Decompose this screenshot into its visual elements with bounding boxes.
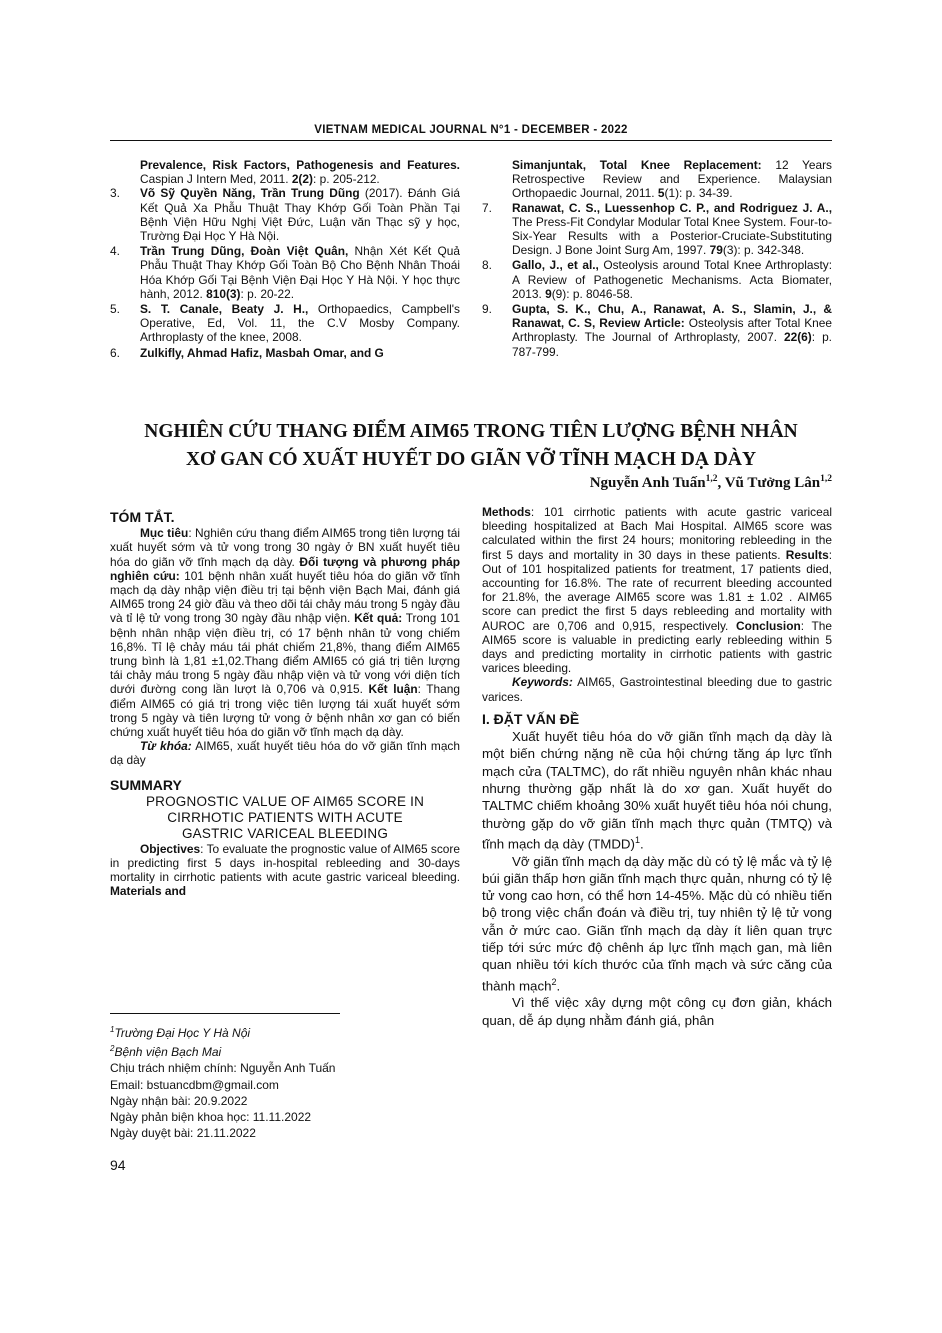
ref-6-volume: 5	[657, 186, 665, 201]
ref-4-rest: Nhận Xét Kết Quả Phẫu Thuật Thay Khớp Gối Toàn Bộ Cho Bệnh Nhân Thoái Hóa Khớp Gối Tại Bệnh Viện Đại Học Y Hà Nội. Y học thực hành, 2012.	[140, 244, 461, 301]
reference-3	[110, 186, 460, 243]
reference-2-continuation	[110, 158, 460, 186]
page-number: 94	[110, 1157, 126, 1173]
author-2: Vũ Tưởng Lân	[724, 475, 821, 491]
article-title-line-1: NGHIÊN CỨU THANG ĐIỂM AIM65 TRONG TIÊN LƯỢNG BỆNH NHÂN	[144, 421, 798, 442]
summary-title	[110, 794, 460, 842]
ref-7-rest: The Press-Fit Condylar Modular Total Knee System. Four-to-Six-Year Results with a Posterior-Cruciate-Substituting Design. J Bone Joint Surg Am, 1997.	[512, 214, 832, 258]
ref-8-rest: Osteolysis around Total Knee Arthroplasty: A Review of Pathogenetic Mechanisms. Acta Biomater, 2013.	[512, 258, 832, 301]
affiliation-2	[110, 1041, 460, 1060]
ref-5-number: 5.	[110, 302, 120, 317]
ref-6-number: 6.	[110, 345, 120, 360]
doi-tuong-label: Đối tượng và phương pháp nghiên cứu:	[110, 554, 460, 583]
intro-body	[482, 728, 832, 1029]
ref-4-number: 4.	[110, 244, 120, 259]
muc-tieu-text: : Nghiên cứu thang điểm AIM65 trong tiên lượng tái xuất huyết sớm và tử vong trong 30 ngày ở BN xuất huyết tiêu hóa do giãn vỡ tĩnh mạch dạ dày.	[110, 526, 460, 569]
objectives-text: : To evaluate the prognostic value of AIM65 score in predicting first 5 days in-hospital rebleeding and 30-days mortality in cirrhotic patients with acute gastric variceal bleeding.	[110, 841, 460, 885]
running-header: VIETNAM MEDICAL JOURNAL N°1 - DECEMBER - 2022	[314, 124, 628, 136]
ref-8-number: 8.	[482, 258, 492, 273]
ref-7-volume: 79	[709, 243, 723, 258]
ref-3-number: 3.	[110, 186, 120, 201]
reviewed-date: Ngày phản biện khoa học: 11.11.2022	[110, 1110, 312, 1125]
intro-heading: I. ĐẶT VẤN ĐỀ	[482, 710, 580, 727]
reference-7	[482, 201, 832, 258]
ket-qua-label: Kết quả:	[354, 611, 403, 626]
intro-p2-text: Vỡ giãn tĩnh mạch dạ dày mặc dù có tỷ lệ mắc và tỷ lệ búi giãn thấp hơn giãn tĩnh mạch thực quản, nhưng có tỷ lệ tử vong cao hơn, có thể hơn 14-45%. Mặc dù có nhiều tiến bộ trong việc chẩn đoán và điều trị, tuy nhiên tỷ lệ tử vong vẫn ở mức cao. Giãn tĩnh mạch dạ dày ít liên quan trực tiếp tới sức mức độ chênh áp lực tĩnh mạch gan, mà liên quan nhiều tới kích thước của tĩnh mạch và sức căng của thành mạch	[482, 853, 832, 994]
ref-8-volume: 9	[545, 286, 552, 301]
ref-4-volume: 810(3)	[206, 286, 241, 301]
ref-3-authors: Võ Sỹ Quyền Năng, Trần Trung Dũng	[140, 186, 360, 201]
summary-title-line-3: GASTRIC VARICEAL BLEEDING	[181, 825, 389, 841]
footnote-rule	[110, 1013, 340, 1014]
footnotes	[110, 1022, 460, 1141]
ref-2-title-bold: Prevalence, Risk Factors, Pathogenesis and Features.	[140, 158, 460, 172]
tomtat-keywords	[110, 739, 460, 767]
ref-9-number: 9.	[482, 302, 492, 317]
ref-3-rest: (2017). Đánh Giá Kết Quả Xa Phẫu Thuật Thay Khớp Gối Toàn Phần Tại Bệnh Viện Hữu Nghị Việt Đức, Luận văn Thạc sỹ y học, Trường Đại Học Y Hà Nội.	[140, 186, 460, 244]
tomtat-heading: TÓM TẮT.	[110, 509, 175, 525]
ref-6-authors: Zulkifly, Ahmad Hafiz, Masbah Omar, and G	[140, 345, 384, 360]
reference-5	[110, 302, 460, 345]
ref-9-authors: Gupta, S. K., Chu, A., Ranawat, A. S., Slamin, J., & Ranawat, C. S, Review Article:	[512, 302, 832, 331]
ket-qua-text: Trong 101 bệnh nhân nhập viện điều trị, có 17 bệnh nhân tử vong chiếm 16,8%. Tỉ lệ chảy máu tái phát chiếm 21,8%, thang điểm AIM65 trung bình là 1,81 ±1,02.Thang điểm AMI65 có giá trị tiên lượng tái chảy máu trong 5 ngày đầu nhập viện và tử vong với diện tích dưới đường cong lần lượt là 0,706 và 0,915.	[110, 611, 460, 697]
author-1-affiliation: 1,2	[705, 474, 718, 484]
intro-paragraph-2	[482, 853, 832, 995]
intro-p2-ref: 2	[551, 976, 557, 987]
tomtat-paragraph	[110, 526, 460, 739]
reference-4	[110, 244, 460, 301]
tu-khoa-text: AIM65, xuất huyết tiêu hóa do vỡ giãn tĩnh mạch dạ dày	[110, 739, 460, 768]
conclusion-text: : The AIM65 score is valuable in predicting early rebleeding within 5 days and predicting mortality in cirrhotic patients with gastric varices bleeding.	[482, 618, 832, 676]
reference-6	[110, 346, 460, 360]
materials-label: Materials and	[110, 884, 186, 899]
reference-9	[482, 302, 832, 359]
affiliation-1-text: Trường Đại Học Y Hà Nội	[114, 1026, 251, 1040]
article-title-line-2: XƠ GAN CÓ XUẤT HUYẾT DO GIÃN VỠ TĨNH MẠCH DẠ DÀY	[185, 449, 757, 470]
affiliation-2-text: Bệnh viện Bạch Mai	[114, 1045, 222, 1060]
methods-label: Methods	[482, 505, 531, 519]
reference-6-continuation	[482, 158, 832, 201]
methods-text: : 101 cirrhotic patients with acute gastric variceal bleeding hospitalized at Bach Mai Hospital. AIM65 score was calculated within the first 24 hours; monitoring rebleeding in the first 5 days and mortality in 30 days in these patients.	[482, 505, 832, 562]
summary-title-line-2: CIRRHOTIC PATIENTS WITH ACUTE	[167, 809, 403, 825]
reference-8	[482, 258, 832, 301]
received-date: Ngày nhận bài: 20.9.2022	[110, 1093, 248, 1108]
affiliation-2-marker: 2	[110, 1044, 115, 1054]
ref-9-rest: Osteolysis after Total Knee Arthroplasty. The Journal of Arthroplasty, 2007.	[512, 316, 832, 345]
ref-2-rest: Caspian J Intern Med, 2011.	[140, 172, 292, 187]
abstract-right-column	[482, 505, 832, 1029]
article-title	[110, 418, 832, 474]
corresponding-author: Chịu trách nhiệm chính: Nguyễn Anh Tuấn	[110, 1061, 336, 1076]
ref-2-volume: 2(2)	[291, 172, 313, 187]
email: Email: bstuancdbm@gmail.com	[110, 1077, 279, 1092]
ref-6-pages: (1): p. 34-39.	[664, 186, 733, 201]
ref-6-title-bold: Simanjuntak, Total Knee Replacement:	[512, 158, 762, 172]
ref-5-authors: S. T. Canale, Beaty J. H.,	[140, 302, 309, 317]
ref-4-pages: : p. 20-22.	[240, 286, 295, 301]
author-separator: ,	[717, 475, 725, 491]
ref-6-rest: 12 Years Retrospective Review and Experience. Malaysian Orthopaedic Journal, 2011.	[512, 158, 832, 201]
affiliation-1-marker: 1	[110, 1025, 115, 1034]
ref-9-pages: : p. 787-799.	[512, 330, 832, 359]
abstract-left-column	[110, 510, 460, 899]
keywords-text: AIM65, Gastrointestinal bleeding due to gastric varices.	[482, 675, 832, 704]
results-text: : Out of 101 hospitalized patients for treatment, 17 patients died, accounting for 16.8%. The rate of recurrent bleeding accounted for 21.8%, the average AIM65 score was 1.81 ± 1.02 . AIM65 score can predict the first 5 days rebleeding and mortality with AUROC are 0,706 and 0,915, respectively.	[482, 547, 832, 633]
intro-p1-text: Xuất huyết tiêu hóa do vỡ giãn tĩnh mạch dạ dày là một biến chứng nặng nề của hội chứng tăng áp lực tĩnh mạch cửa (TALTMC), do rất nhiều nguyên nhân khác nhau nhưng thường gặp nhất là do xơ gan. Xuất huyết do TALTMC chiếm khoảng 30% xuất huyết tiêu hóa nói chung, thường gặp do vỡ giãn tĩnh mạch thực quản (TMTQ) và tĩnh mạch dạ dày (TMDD)	[482, 729, 832, 852]
summary-heading: SUMMARY	[110, 776, 182, 793]
author-1: Nguyễn Anh Tuấn	[589, 475, 706, 491]
doi-tuong-text: 101 bệnh nhân xuất huyết tiêu hóa do giãn vỡ tĩnh mạch dạ dày nhập viện điều trị tại bệnh viện Bạch Mai, đánh giá AIM65 trong 24 giờ đầu và theo dõi tái chảy máu trong 5 ngày đầu và tỉ lệ tử vong trong 30 ngày đầu nhập viện.	[110, 568, 460, 626]
tu-khoa-label: Từ khóa:	[140, 739, 192, 754]
ref-7-number: 7.	[482, 200, 492, 215]
summary-objectives	[110, 842, 460, 899]
summary-methods-results	[482, 505, 832, 675]
ref-8-pages: (9): p. 8046-58.	[551, 286, 633, 301]
ref-7-pages: (3): p. 342-348.	[722, 243, 805, 258]
intro-p1-ref: 1	[634, 834, 640, 845]
accepted-date: Ngày duyệt bài: 21.11.2022	[110, 1126, 256, 1141]
ref-4-authors: Trần Trung Dũng, Đoàn Việt Quân,	[140, 244, 349, 259]
muc-tieu-label: Mục tiêu	[140, 526, 189, 541]
keywords-label: Keywords:	[512, 675, 573, 690]
intro-paragraph-1	[482, 728, 832, 853]
author-2-affiliation: 1,2	[820, 474, 832, 484]
ref-5-rest: Orthopaedics, Campbell's Operative, Ed, Vol. 11, the C.V Mosby Company. Arthroplasty of the knee, 2008.	[140, 302, 460, 345]
summary-keywords	[482, 675, 832, 703]
article-authors	[482, 474, 832, 492]
affiliation-1	[110, 1022, 460, 1041]
results-label: Results	[785, 547, 829, 562]
ref-7-authors: Ranawat, C. S., Luessenhop C. P., and Rodriguez J. A.,	[512, 200, 832, 215]
objectives-label: Objectives	[140, 841, 201, 856]
ket-luan-text: : Thang điểm AIM65 có giá trị trong việc tiên lượng tái xuất huyết sớm trong 5 ngày và tiên lượng tử vong ở bệnh nhân xơ gan có biến chứng xuất huyết tiêu hóa do giãn vỡ tĩnh mạch dạ dày.	[110, 682, 460, 740]
ref-8-authors: Gallo, J., et al.,	[512, 258, 599, 273]
intro-paragraph-3: Vì thế việc xây dựng một công cụ đơn giản, khách quan, dễ áp dụng nhằm đánh giá, phân	[482, 995, 832, 1028]
intro-p1-end: .	[639, 836, 644, 852]
ket-luan-label: Kết luận	[368, 682, 418, 697]
header-rule	[110, 140, 832, 141]
summary-title-line-1: PROGNOSTIC VALUE OF AIM65 SCORE IN	[145, 793, 425, 809]
ref-2-pages: : p. 205-212.	[312, 172, 380, 187]
ref-9-volume: 22(6)	[784, 330, 812, 345]
references-left-column	[110, 158, 460, 361]
conclusion-label: Conclusion	[736, 618, 801, 633]
intro-p2-end: .	[556, 978, 561, 994]
references-right-column	[482, 158, 832, 360]
